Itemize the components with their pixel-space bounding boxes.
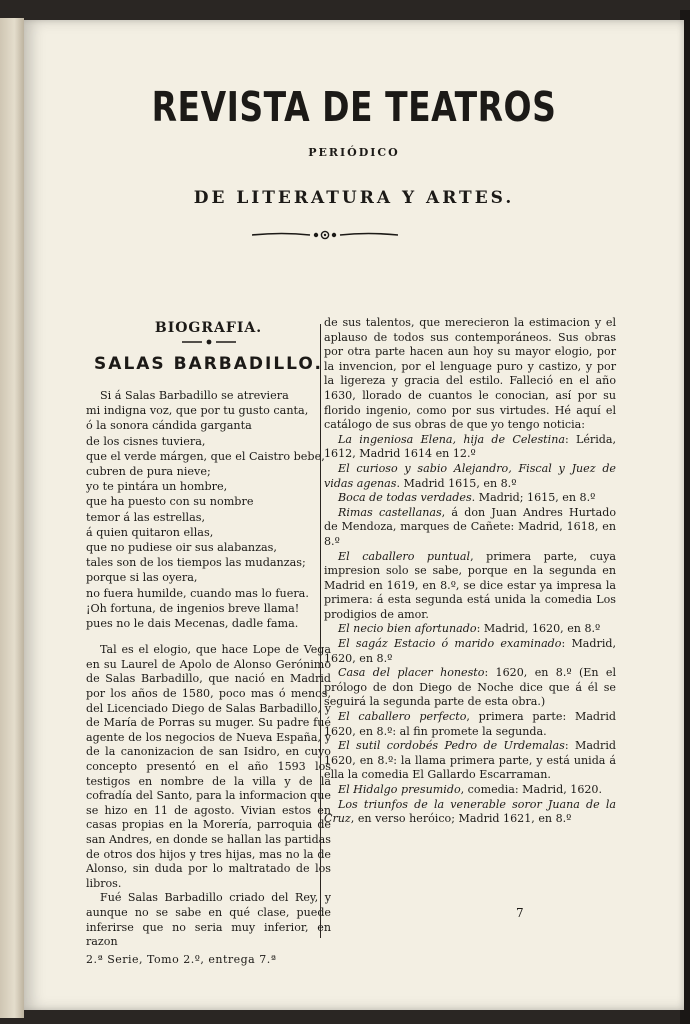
- catalog-intro: de sus talentos, que merecieron la estimacion y el aplauso de todos sus contemporáneos. Sus obras por otra parte hacen aun hoy su mayor elogio, por la invencion, por el lenguage puro y castizo, y por la ligereza y gracia del estilo. Falleció en el año 1630, llorado de cuantos le conocian, así por su florido ingenio, como por sus virtudes. Hé aquí el catálogo de sus obras de que yo tengo noticia:: [324, 316, 616, 432]
- catalog-entry: El caballero perfecto, primera parte: Madrid 1620, en 8.º: al fin promete la segunda.: [324, 710, 616, 738]
- catalog-entry: Rimas castellanas, á don Juan Andres Hurtado de Mendoza, marques de Cañete: Madrid, 1618, en 8.º: [324, 505, 617, 548]
- catalog-entry: El Hidalgo presumido, comedia: Madrid, 1620.: [338, 783, 603, 796]
- verse-line: porque si las oyera,: [86, 571, 198, 585]
- verse-line: temor á las estrellas,: [86, 510, 206, 524]
- catalog-entry: El sagáz Estacio ó marido examinado: Madrid, 1620, en 8.º: [324, 637, 616, 665]
- catalog-entry: Boca de todas verdades. Madrid; 1615, en 8.º: [338, 491, 596, 505]
- facing-page-edge: [0, 18, 24, 1018]
- column-divider: [320, 324, 321, 938]
- verse-line: de los cisnes tuviera,: [86, 434, 206, 448]
- verse-line: que el verde márgen, que el Caistro bebe,: [86, 449, 325, 463]
- page-number: 7: [516, 906, 524, 920]
- catalog-entry: El sutil cordobés Pedro de Urdemalas: Madrid 1620, en 8.º: la llama primera parte, y está unida á ella la comedia El Gallardo Escarraman.: [324, 739, 616, 782]
- catalog-entry: El necio bien afortunado: Madrid, 1620, en 8.º: [338, 622, 601, 636]
- ornament-divider-icon: [252, 228, 398, 242]
- verse-line: tales son de los tiempos las mudanzas;: [86, 556, 306, 570]
- catalog-entry: El curioso y sabio Alejandro, Fiscal y Juez de vidas agenas. Madrid 1615, en 8.º: [324, 461, 616, 490]
- biography-paragraph: Fué Salas Barbadillo criado del Rey, y aunque no se sabe en qué clase, puede inferirse que no seria muy inferior, en razon: [86, 891, 331, 949]
- verse-line: ó la sonora cándida garganta: [86, 419, 252, 433]
- masthead-subtitle-2: DE LITERATURA Y ARTES.: [193, 188, 515, 208]
- catalog-entry: El caballero puntual, primera parte, cuya impresion solo se sabe, porque en la segunda en Madrid en 1619, en 8.º, se dice estar ya impresa la primera: á esta segunda está unida la comedia Los prodigios de amor.: [324, 549, 616, 621]
- verse-line: que ha puesto con su nombre: [86, 495, 254, 509]
- verse-line: ¡Oh fortuna, de ingenios breve llama!: [86, 601, 300, 615]
- catalog-entry: La ingeniosa Elena, hija de Celestina: Lérida, 1612, Madrid 1614 en 12.º: [324, 432, 616, 461]
- catalog-entry: Casa del placer honesto: 1620, en 8.º (En el prólogo de don Diego de Noche dice que á él se seguirá la segunda parte de esta obra.): [324, 666, 616, 709]
- biography-paragraph: Tal es el elogio, que hace Lope de Vega en su Laurel de Apolo de Alonso Gerónimo de Salas Barbadillo, que nació en Madrid por los años de 1580, poco mas ó menos, del Licenciado Diego de Salas Barbadillo, y de María de Porras su muger. Su padre fué agente de los negocios de Nueva España, y de la canonizacion de san Isidro, en cuyo concepto presentó en el año 1593 los testigos en nombre de la villa y de la cofradía del Santo, para la informacion que se hizo en 11 de agosto. Vivian estos en casas propias en la Morería, parroquia de san Andres, en donde se hallan las partidas de otros dos hijos y tres hijas, mas no la de Alonso, sin duda por lo maltratado de los libros.: [86, 643, 331, 890]
- catalog-entry: Los triunfos de la venerable soror Juana de la Cruz, en verso heróico; Madrid 1621, en 8.º: [324, 797, 616, 826]
- verse-line: yo te pintára un hombre,: [86, 480, 228, 494]
- verse-line: mi indigna voz, que por tu gusto canta,: [86, 404, 309, 418]
- verse-line: pues no le dais Mecenas, dadle fama.: [86, 617, 299, 631]
- left-column: [86, 320, 331, 966]
- verse-line: á quien quitaron ellas,: [86, 525, 214, 539]
- catalog-list: [324, 433, 616, 827]
- right-column: [324, 316, 616, 827]
- verse-line: no fuera humilde, cuando mas lo fuera.: [86, 586, 309, 600]
- masthead-title: REVISTA DE TEATROS: [151, 82, 557, 131]
- masthead-subtitle: PERIÓDICO: [308, 146, 400, 159]
- biography-name: SALAS BARBADILLO.: [94, 354, 323, 374]
- verse-line: que no pudiese oir sus alabanzas,: [86, 541, 277, 555]
- book-page: [24, 20, 684, 1010]
- mini-ornament-icon: [182, 338, 236, 346]
- section-heading: BIOGRAFIA.: [154, 320, 263, 336]
- series-footer: 2.ª Serie, Tomo 2.º, entrega 7.ª: [86, 952, 277, 966]
- verse-block: [86, 388, 331, 631]
- verse-line: Si á Salas Barbadillo se atreviera: [100, 389, 289, 402]
- verse-line: cubren de pura nieve;: [86, 465, 211, 479]
